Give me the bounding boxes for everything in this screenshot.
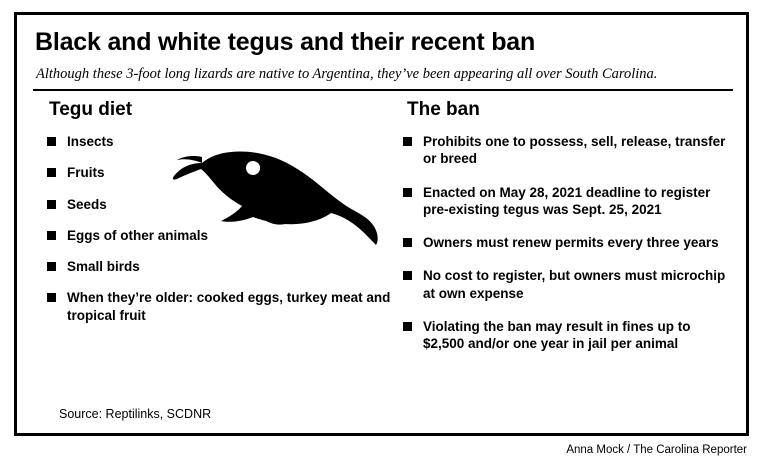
list-item xyxy=(37,258,392,275)
column-the-ban xyxy=(395,99,730,368)
header-divider xyxy=(33,89,733,91)
square-bullet-icon xyxy=(47,168,56,177)
square-bullet-icon xyxy=(47,231,56,240)
infographic-frame xyxy=(14,12,749,436)
square-bullet-icon xyxy=(47,200,56,209)
square-bullet-icon xyxy=(403,322,412,331)
list-item xyxy=(37,289,392,324)
square-bullet-icon xyxy=(403,137,412,146)
list-item-label: When they’re older: cooked eggs, turkey meat and tropical fruit xyxy=(67,290,391,323)
credit-line: Anna Mock / The Carolina Reporter xyxy=(566,444,747,456)
list-item-label: Insects xyxy=(67,134,114,149)
list-item-label: Fruits xyxy=(67,165,105,181)
square-bullet-icon xyxy=(403,271,412,280)
square-bullet-icon xyxy=(47,262,56,271)
column-heading-left: Tegu diet xyxy=(49,99,133,120)
square-bullet-icon xyxy=(403,188,412,197)
list-item-label: Owners must renew permits every three years xyxy=(423,235,719,251)
list-item-label: Eggs of other animals xyxy=(67,227,209,243)
subtitle: Although these 3-foot long lizards are native to Argentina, they’ve been appearing all over South Carolina. xyxy=(36,66,658,82)
square-bullet-icon xyxy=(47,293,56,302)
square-bullet-icon xyxy=(403,238,412,247)
ban-list xyxy=(395,133,730,352)
list-item xyxy=(395,267,730,302)
list-item-label: No cost to register, but owners must microchip at own expense xyxy=(423,268,726,301)
list-item-label: Violating the ban may result in fines up to $2,500 and/or one year in jail per animal xyxy=(423,318,691,352)
list-item xyxy=(395,184,730,219)
list-item xyxy=(395,318,730,353)
list-item-label: Prohibits one to possess, sell, release, transfer or breed xyxy=(423,134,726,167)
page-title: Black and white tegus and their recent ban xyxy=(35,28,536,56)
tegu-lizard-icon xyxy=(157,127,402,247)
list-item-label: Seeds xyxy=(67,196,107,212)
list-item xyxy=(395,133,730,168)
list-item-label: Small birds xyxy=(67,259,140,275)
column-heading-right: The ban xyxy=(407,99,480,120)
list-item xyxy=(395,234,730,251)
list-item-label: Enacted on May 28, 2021 deadline to register pre-existing tegus was Sept. 25, 2021 xyxy=(423,184,711,217)
square-bullet-icon xyxy=(47,137,56,146)
source-note: Source: Reptilinks, SCDNR xyxy=(59,407,212,421)
